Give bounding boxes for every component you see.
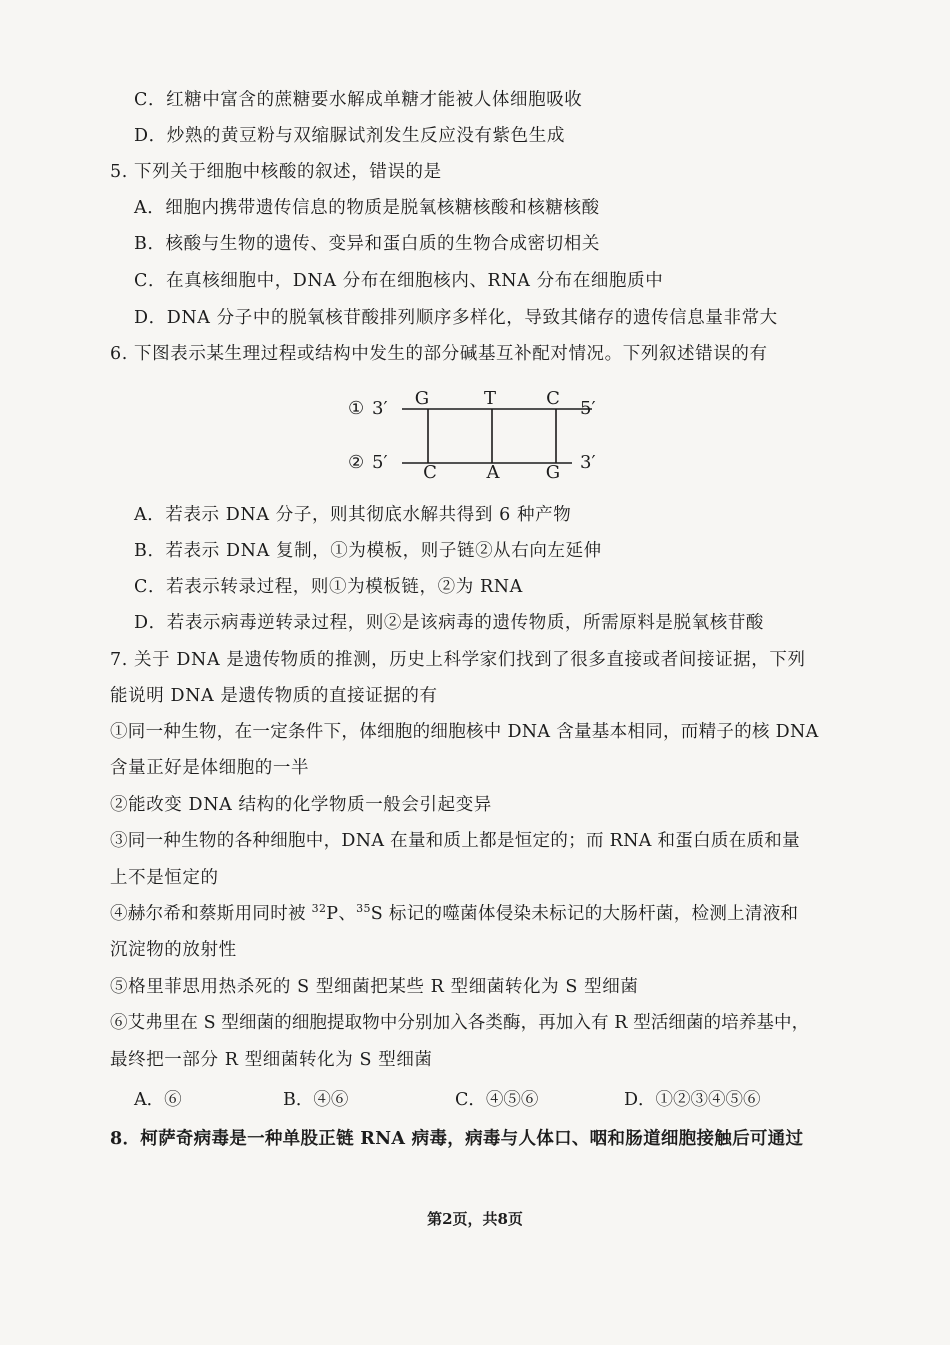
strand2-base-3: G [545,462,561,483]
q7-statement-5: ⑤格里菲思用热杀死的 S 型细菌把某些 R 型细菌转化为 S 型细菌 [110,977,639,997]
q6-option-d: D．若表示病毒逆转录过程，则②是该病毒的遗传物质，所需原料是脱氧核苷酸 [134,613,765,633]
strand1-label: ① [348,398,365,419]
q4-option-c: C．红糖中富含的蔗糖要水解成单糖才能被人体细胞吸收 [134,90,583,110]
q6-option-b: B．若表示 DNA 复制，①为模板，则子链②从右向左延伸 [134,541,602,561]
strand1-right-end: 5′ [580,398,596,419]
q6-option-a: A．若表示 DNA 分子，则其彻底水解共得到 6 种产物 [134,505,572,525]
q4-option-d: D．炒熟的黄豆粉与双缩脲试剂发生反应没有紫色生成 [134,126,565,146]
q7-statement-4a: ④赫尔希和蔡斯用同时被 $^{32}$P、$^{35}$S 标记的噬菌体侵染未标记的大肠杆菌，检测上清液和 [110,902,799,924]
q5-stem: 5. 下列关于细胞中核酸的叙述，错误的是 [110,162,442,182]
strand1-base-2: T [483,388,497,409]
q5-option-b: B．核酸与生物的遗传、变异和蛋白质的生物合成密切相关 [134,234,600,254]
q7-option-a: A．⑥ [134,1090,182,1110]
base-pairing-diagram [340,380,660,490]
strand1-left-end: 3′ [372,398,388,419]
q7-statement-6b: 最终把一部分 R 型细菌转化为 S 型细菌 [110,1050,433,1070]
q7-statement-3b: 上不是恒定的 [110,868,219,888]
q7-statement-3a: ③同一种生物的各种细胞中，DNA 在量和质上都是恒定的；而 RNA 和蛋白质在质和量 [110,831,800,851]
q5-option-c: C．在真核细胞中，DNA 分布在细胞核内、RNA 分布在细胞质中 [134,271,664,291]
q7-statement-1b: 含量正好是体细胞的一半 [110,758,310,778]
q7-statement-4b: 沉淀物的放射性 [110,940,237,960]
q6-stem: 6. 下图表示某生理过程或结构中发生的部分碱基互补配对情况。下列叙述错误的有 [110,344,768,364]
strand1-base-1: G [414,388,430,409]
strand1-base-3: C [546,388,560,409]
q7-option-b: B．④⑥ [283,1090,349,1110]
strand2-left-end: 5′ [372,452,388,473]
q7-statement-2: ②能改变 DNA 结构的化学物质一般会引起变异 [110,795,492,815]
q7-option-d: D．①②③④⑤⑥ [624,1090,761,1110]
q5-option-a: A．细胞内携带遗传信息的物质是脱氧核糖核酸和核糖核酸 [134,198,600,218]
q7-statement-1a: ①同一种生物，在一定条件下，体细胞的细胞核中 DNA 含量基本相同，而精子的核 DNA [110,722,819,742]
strand2-base-2: A [486,462,500,483]
q7-option-c: C．④⑤⑥ [455,1090,539,1110]
strand2-base-1: C [423,462,437,483]
page-footer: 第2页，共8页 [427,1210,523,1228]
q7-statement-6a: ⑥艾弗里在 S 型细菌的细胞提取物中分别加入各类酶，再加入有 R 型活细菌的培养基中， [110,1013,810,1033]
q5-option-d: D．DNA 分子中的脱氧核苷酸排列顺序多样化，导致其储存的遗传信息量非常大 [134,308,778,328]
q8-stem: 8．柯萨奇病毒是一种单股正链 RNA 病毒，病毒与人体口、咽和肠道细胞接触后可通过 [110,1129,804,1149]
q6-option-c: C．若表示转录过程，则①为模板链，②为 RNA [134,577,523,597]
q7-stem-line1: 7. 关于 DNA 是遗传物质的推测，历史上科学家们找到了很多直接或者间接证据，下列 [110,650,806,670]
strand2-right-end: 3′ [580,452,596,473]
q7-stem-line2: 能说明 DNA 是遗传物质的直接证据的有 [110,686,438,706]
strand2-label: ② [348,452,365,473]
